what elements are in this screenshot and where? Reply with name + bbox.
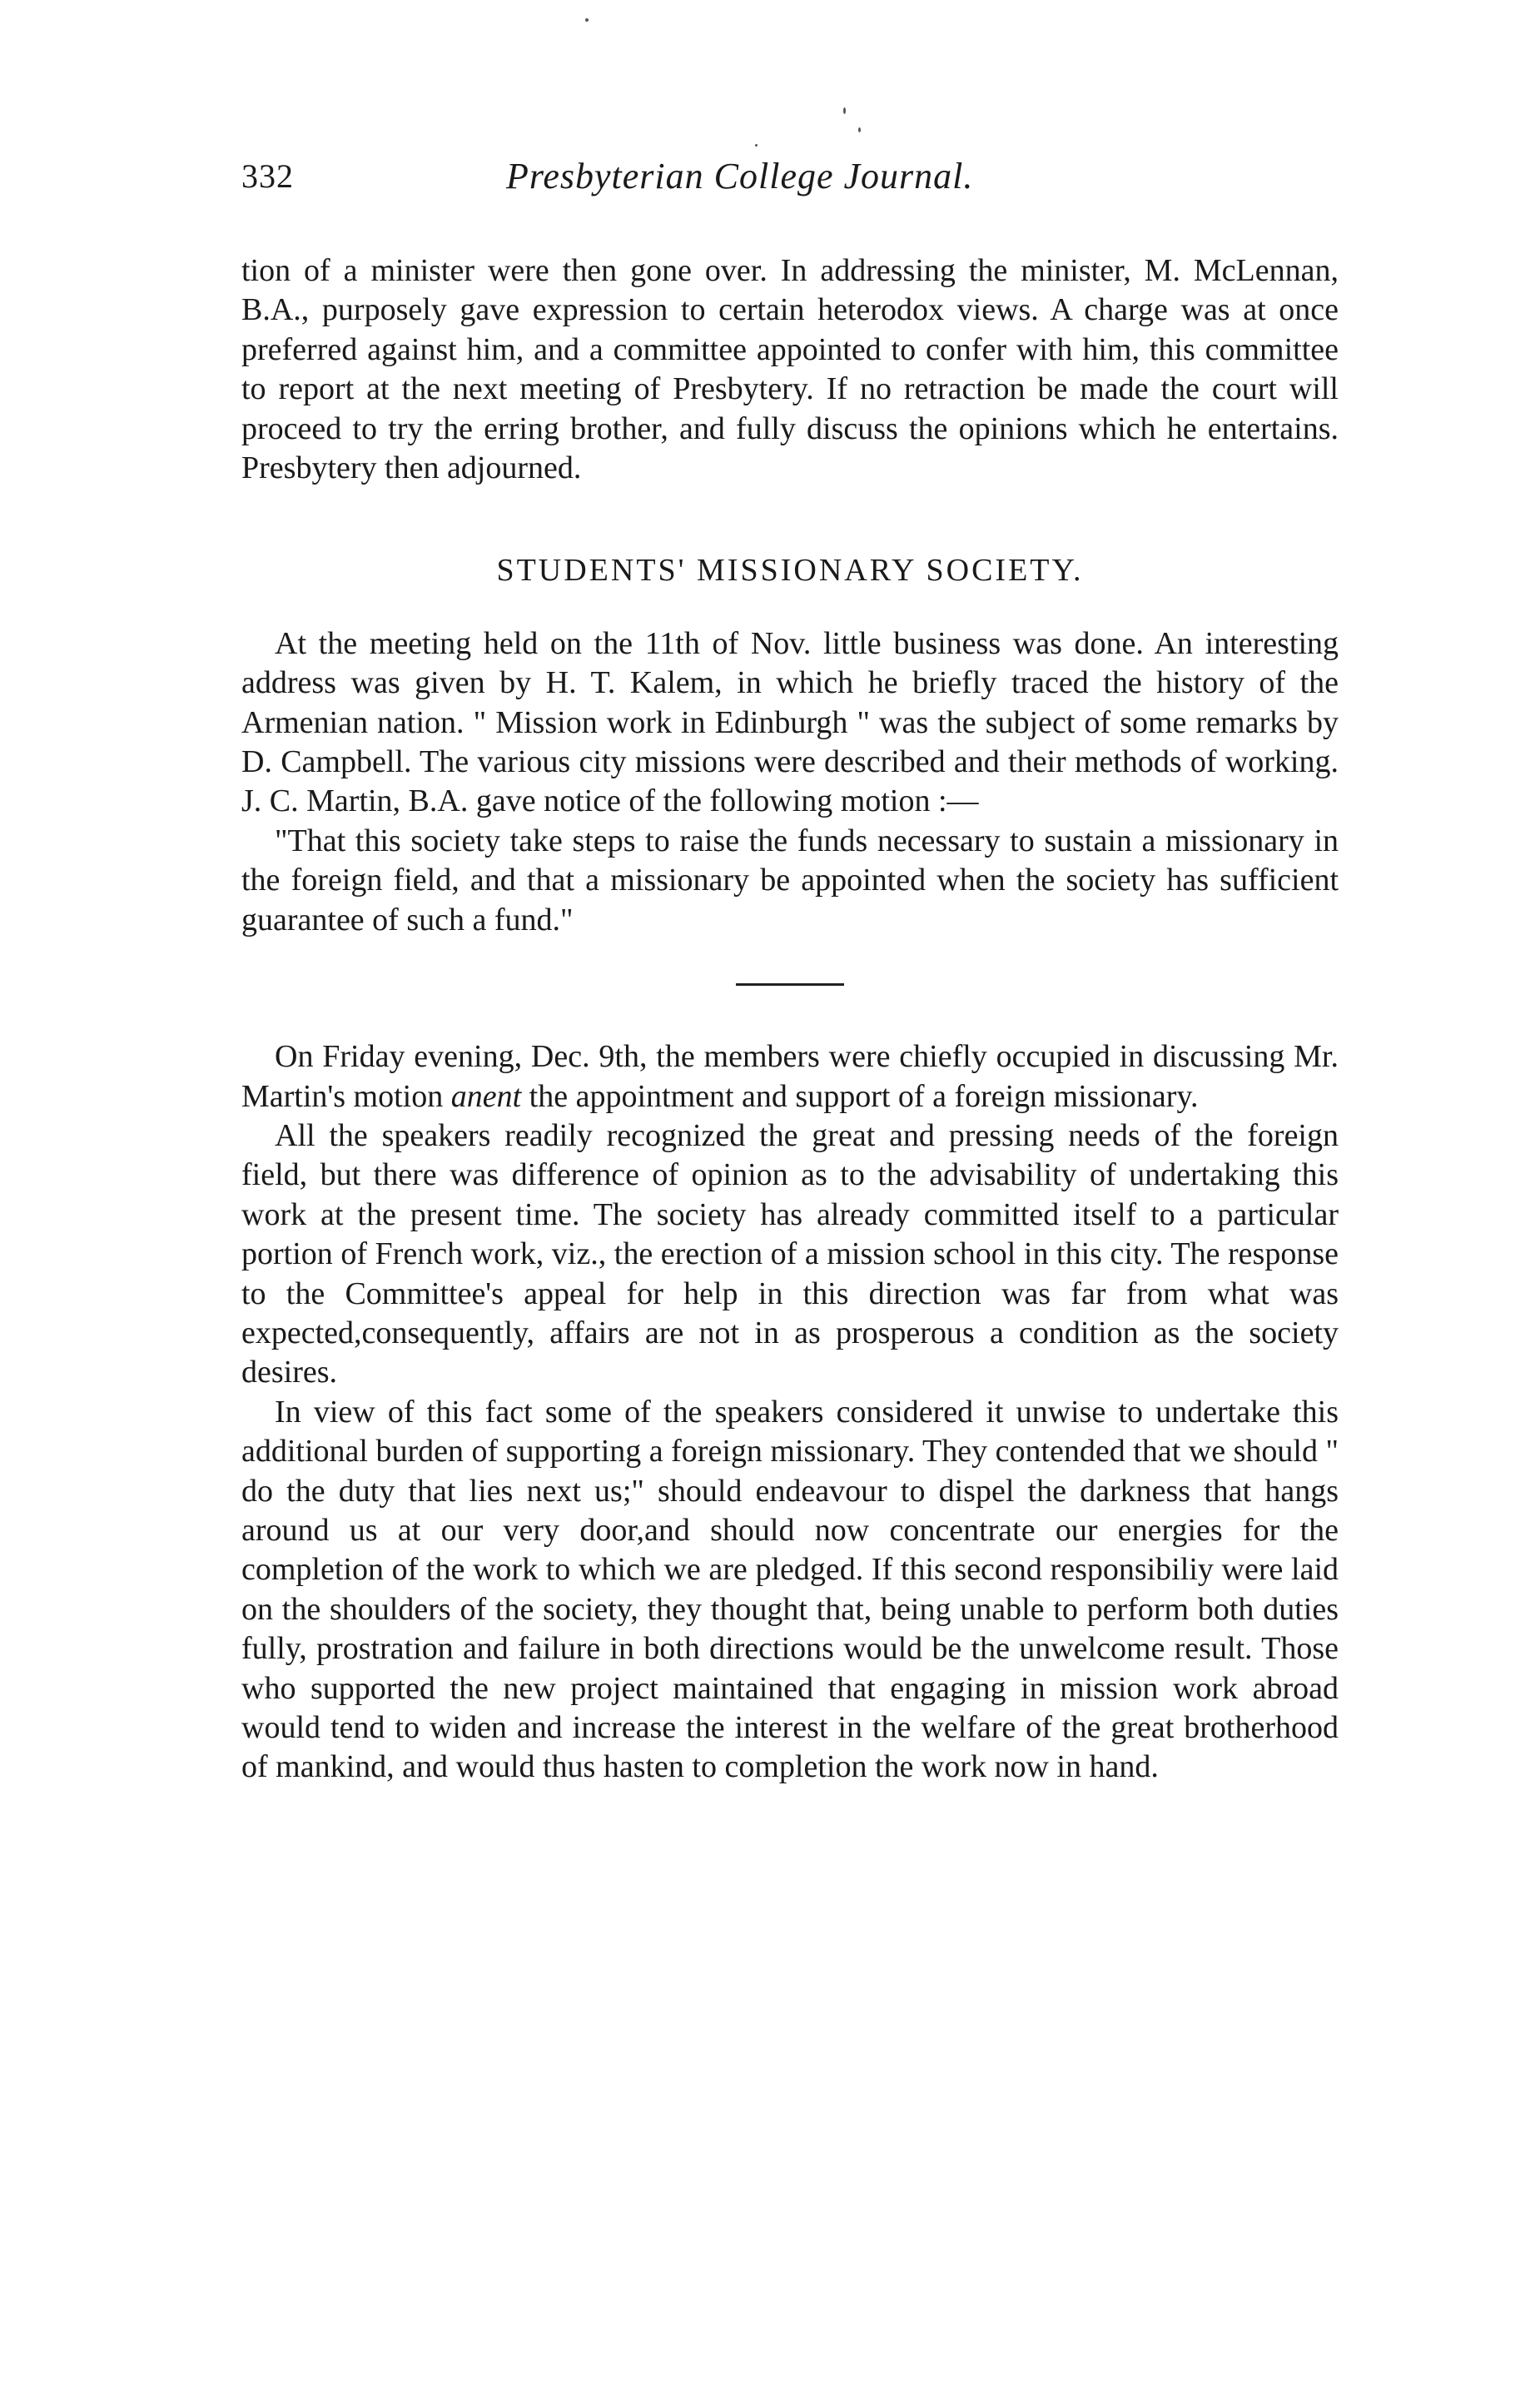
page-body (241, 251, 1339, 1788)
speakers-paragraph: All the speakers readily recognized the great and pressing needs of the foreign field, but there was difference of opinion as to the advisability of undertaking this work at the present time. The society has already committed itself to a particular portion of French work, viz., the erection of a mission school in this city. The response to the Committee's appeal for help in this direction was far from what was expected,consequently, affairs are not in as prosperous a condition as the society desires. (241, 1117, 1339, 1390)
page-header (241, 157, 1340, 210)
scan-speck (858, 127, 861, 132)
section-heading: STUDENTS' MISSIONARY SOCIETY. (496, 553, 1084, 589)
december-meeting-paragraph (241, 1037, 1339, 1116)
scan-speck (755, 144, 758, 147)
emphasis-anent: anent (450, 1078, 522, 1114)
page-number: 332 (241, 157, 294, 195)
december-meeting-text: On Friday evening, Dec. 9th, the members were chiefly occupied in discussing Mr. Martin's motion (241, 1039, 1339, 1114)
december-meeting-text-end: the appointment and support of a foreign missionary. (521, 1078, 1199, 1114)
november-meeting-paragraph: At the meeting held on the 11th of Nov. little business was done. An interesting address was given by H. T. Kalem, in which he briefly traced the history of the Armenian nation. " Mission work in Edinburgh " was the subject of some remarks by D. Campbell. The various city missions were described and their methods of working. J. C. Martin, B.A. gave notice of the following motion :— (241, 625, 1339, 819)
scan-speck (843, 107, 846, 114)
view-paragraph: In view of this fact some of the speakers considered it unwise to undertake this additional burden of supporting a foreign missionary. They contended that we should " do the duty that lies next us;" should endeavour to dispel the darkness that hangs around us at our very door,and should now concentrate our energies for the completion of the work to which we are pledged. If this second responsibiliy were laid on the shoulders of the society, they thought that, being unable to perform both duties fully, prostration and failure in both directions would be the unwelcome result. Those who supported the new project maintained that engaging in mission work abroad would tend to widen and increase the interest in the welfare of the great brotherhood of mankind, and would thus hasten to completion the work now in hand. (241, 1394, 1339, 1785)
presbytery-report-paragraph: tion of a minister were then gone over. In addressing the minister, M. McLennan, B.A., purposely gave expression to certain heterodox views. A charge was at once preferred against him, and a committee appointed to confer with him, this committee to report at the next meeting of Presbytery. If no retraction be made the court will proceed to try the erring brother, and fully discuss the opinions which he entertains. Presbytery then adjourned. (241, 253, 1339, 486)
scan-speck (585, 18, 589, 22)
motion-quote-paragraph: "That this society take steps to raise the funds necessary to sustain a missionary in the foreign field, and that a missionary be appointed when the society has sufficient guarantee of such a fund." (241, 823, 1339, 937)
running-title: Presbyterian College Journal. (506, 156, 974, 196)
section-divider (736, 983, 844, 986)
